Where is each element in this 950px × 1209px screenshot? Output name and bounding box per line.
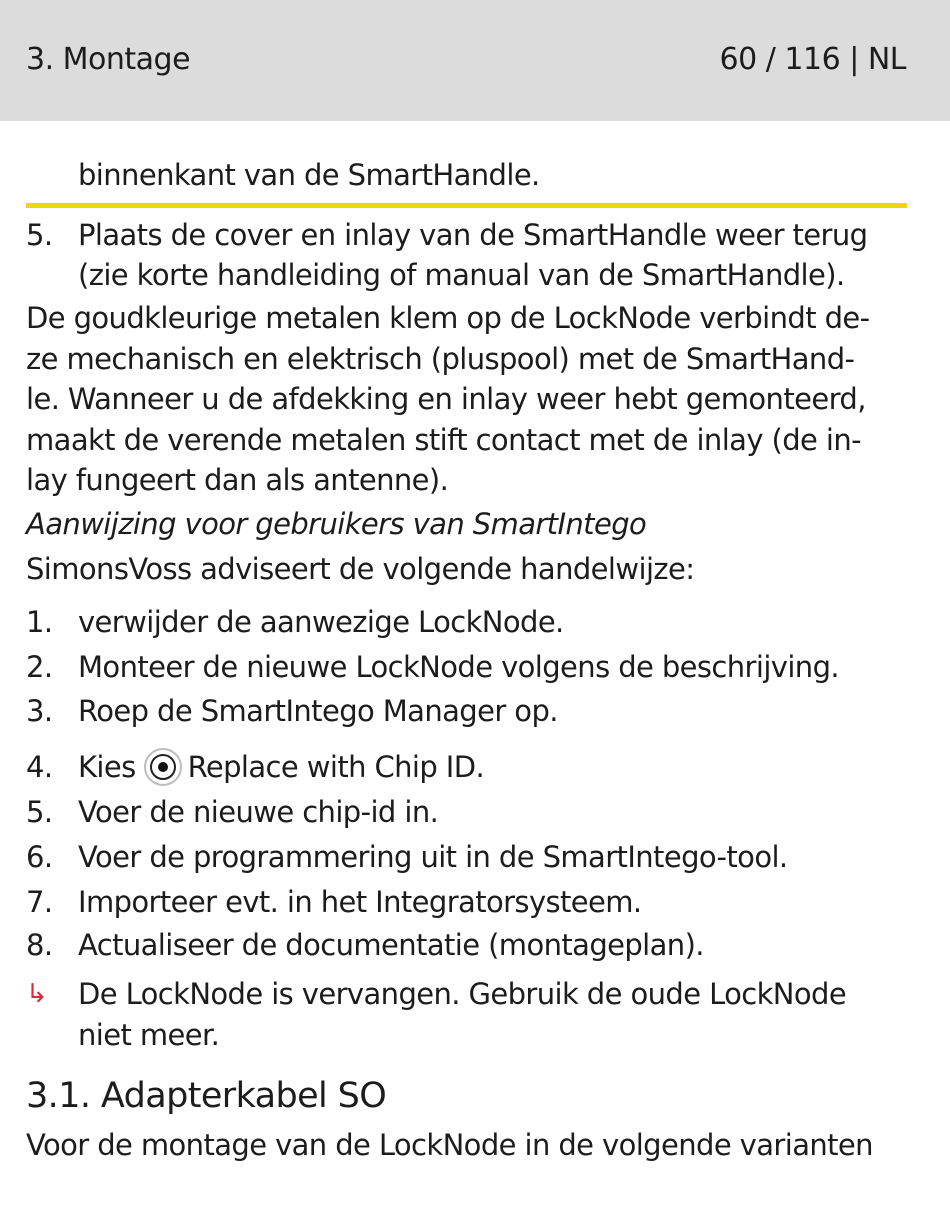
page-header	[0, 0, 950, 121]
step-number: 6.	[26, 840, 53, 874]
result-line1: De LockNode is vervangen. Gebruik de oude LockNode	[78, 977, 847, 1011]
note-title: Aanwijzing voor gebruikers van SmartIntego	[26, 507, 647, 541]
continuation-text: binnenkant van de SmartHandle.	[78, 158, 540, 192]
step-text: Actualiseer de documentatie (montageplan).	[78, 928, 704, 962]
step5-number: 5.	[26, 218, 53, 252]
step-text: Monteer de nieuwe LockNode volgens de beschrijving.	[78, 650, 840, 684]
note-intro: SimonsVoss adviseert de volgende handelwijze:	[26, 552, 695, 586]
section-divider	[26, 203, 907, 208]
step-number: 2.	[26, 650, 53, 684]
description-line: le. Wanneer u de afdekking en inlay weer hebt gemonteerd,	[26, 382, 866, 416]
step5-line2: (zie korte handleiding of manual van de SmartHandle).	[78, 258, 845, 292]
step-text: verwijder de aanwezige LockNode.	[78, 605, 564, 639]
section-text: Voor de montage van de LockNode in de volgende varianten	[26, 1128, 873, 1162]
step-number: 8.	[26, 928, 53, 962]
step-text: Importeer evt. in het Integratorsysteem.	[78, 885, 642, 919]
description-line: ze mechanisch en elektrisch (pluspool) met de SmartHand-	[26, 341, 855, 376]
description-line: De goudkleurige metalen klem op de LockNode verbindt de-	[26, 301, 870, 335]
step-text-after: Replace with Chip ID.	[187, 750, 485, 784]
step-number: 1.	[26, 605, 53, 639]
section-heading: 3.1. Adapterkabel SO	[26, 1076, 387, 1116]
step-number: 5.	[26, 795, 53, 829]
step-text: Roep de SmartIntego Manager op.	[78, 694, 558, 728]
step-text-before: Kies	[78, 750, 136, 784]
step-number: 3.	[26, 694, 53, 728]
step-number: 7.	[26, 885, 53, 919]
step-text	[78, 749, 484, 788]
step5-line1: Plaats de cover en inlay van de SmartHandle weer terug	[78, 218, 868, 252]
result-line2: niet meer.	[78, 1018, 220, 1052]
description-paragraph	[26, 298, 926, 501]
page-number: 60 / 116 | NL	[719, 42, 906, 77]
chapter-title: 3. Montage	[26, 42, 191, 77]
step-text: Voer de nieuwe chip-id in.	[78, 795, 439, 829]
radio-selected-icon	[144, 748, 182, 786]
description-line: maakt de verende metalen stift contact met de inlay (de in-	[26, 422, 861, 457]
step-text: Voer de programmering uit in de SmartIntego-tool.	[78, 840, 788, 874]
step-number: 4.	[26, 750, 53, 784]
description-line: lay fungeert dan als antenne).	[26, 463, 449, 497]
result-arrow-icon: ↳	[26, 979, 48, 1009]
